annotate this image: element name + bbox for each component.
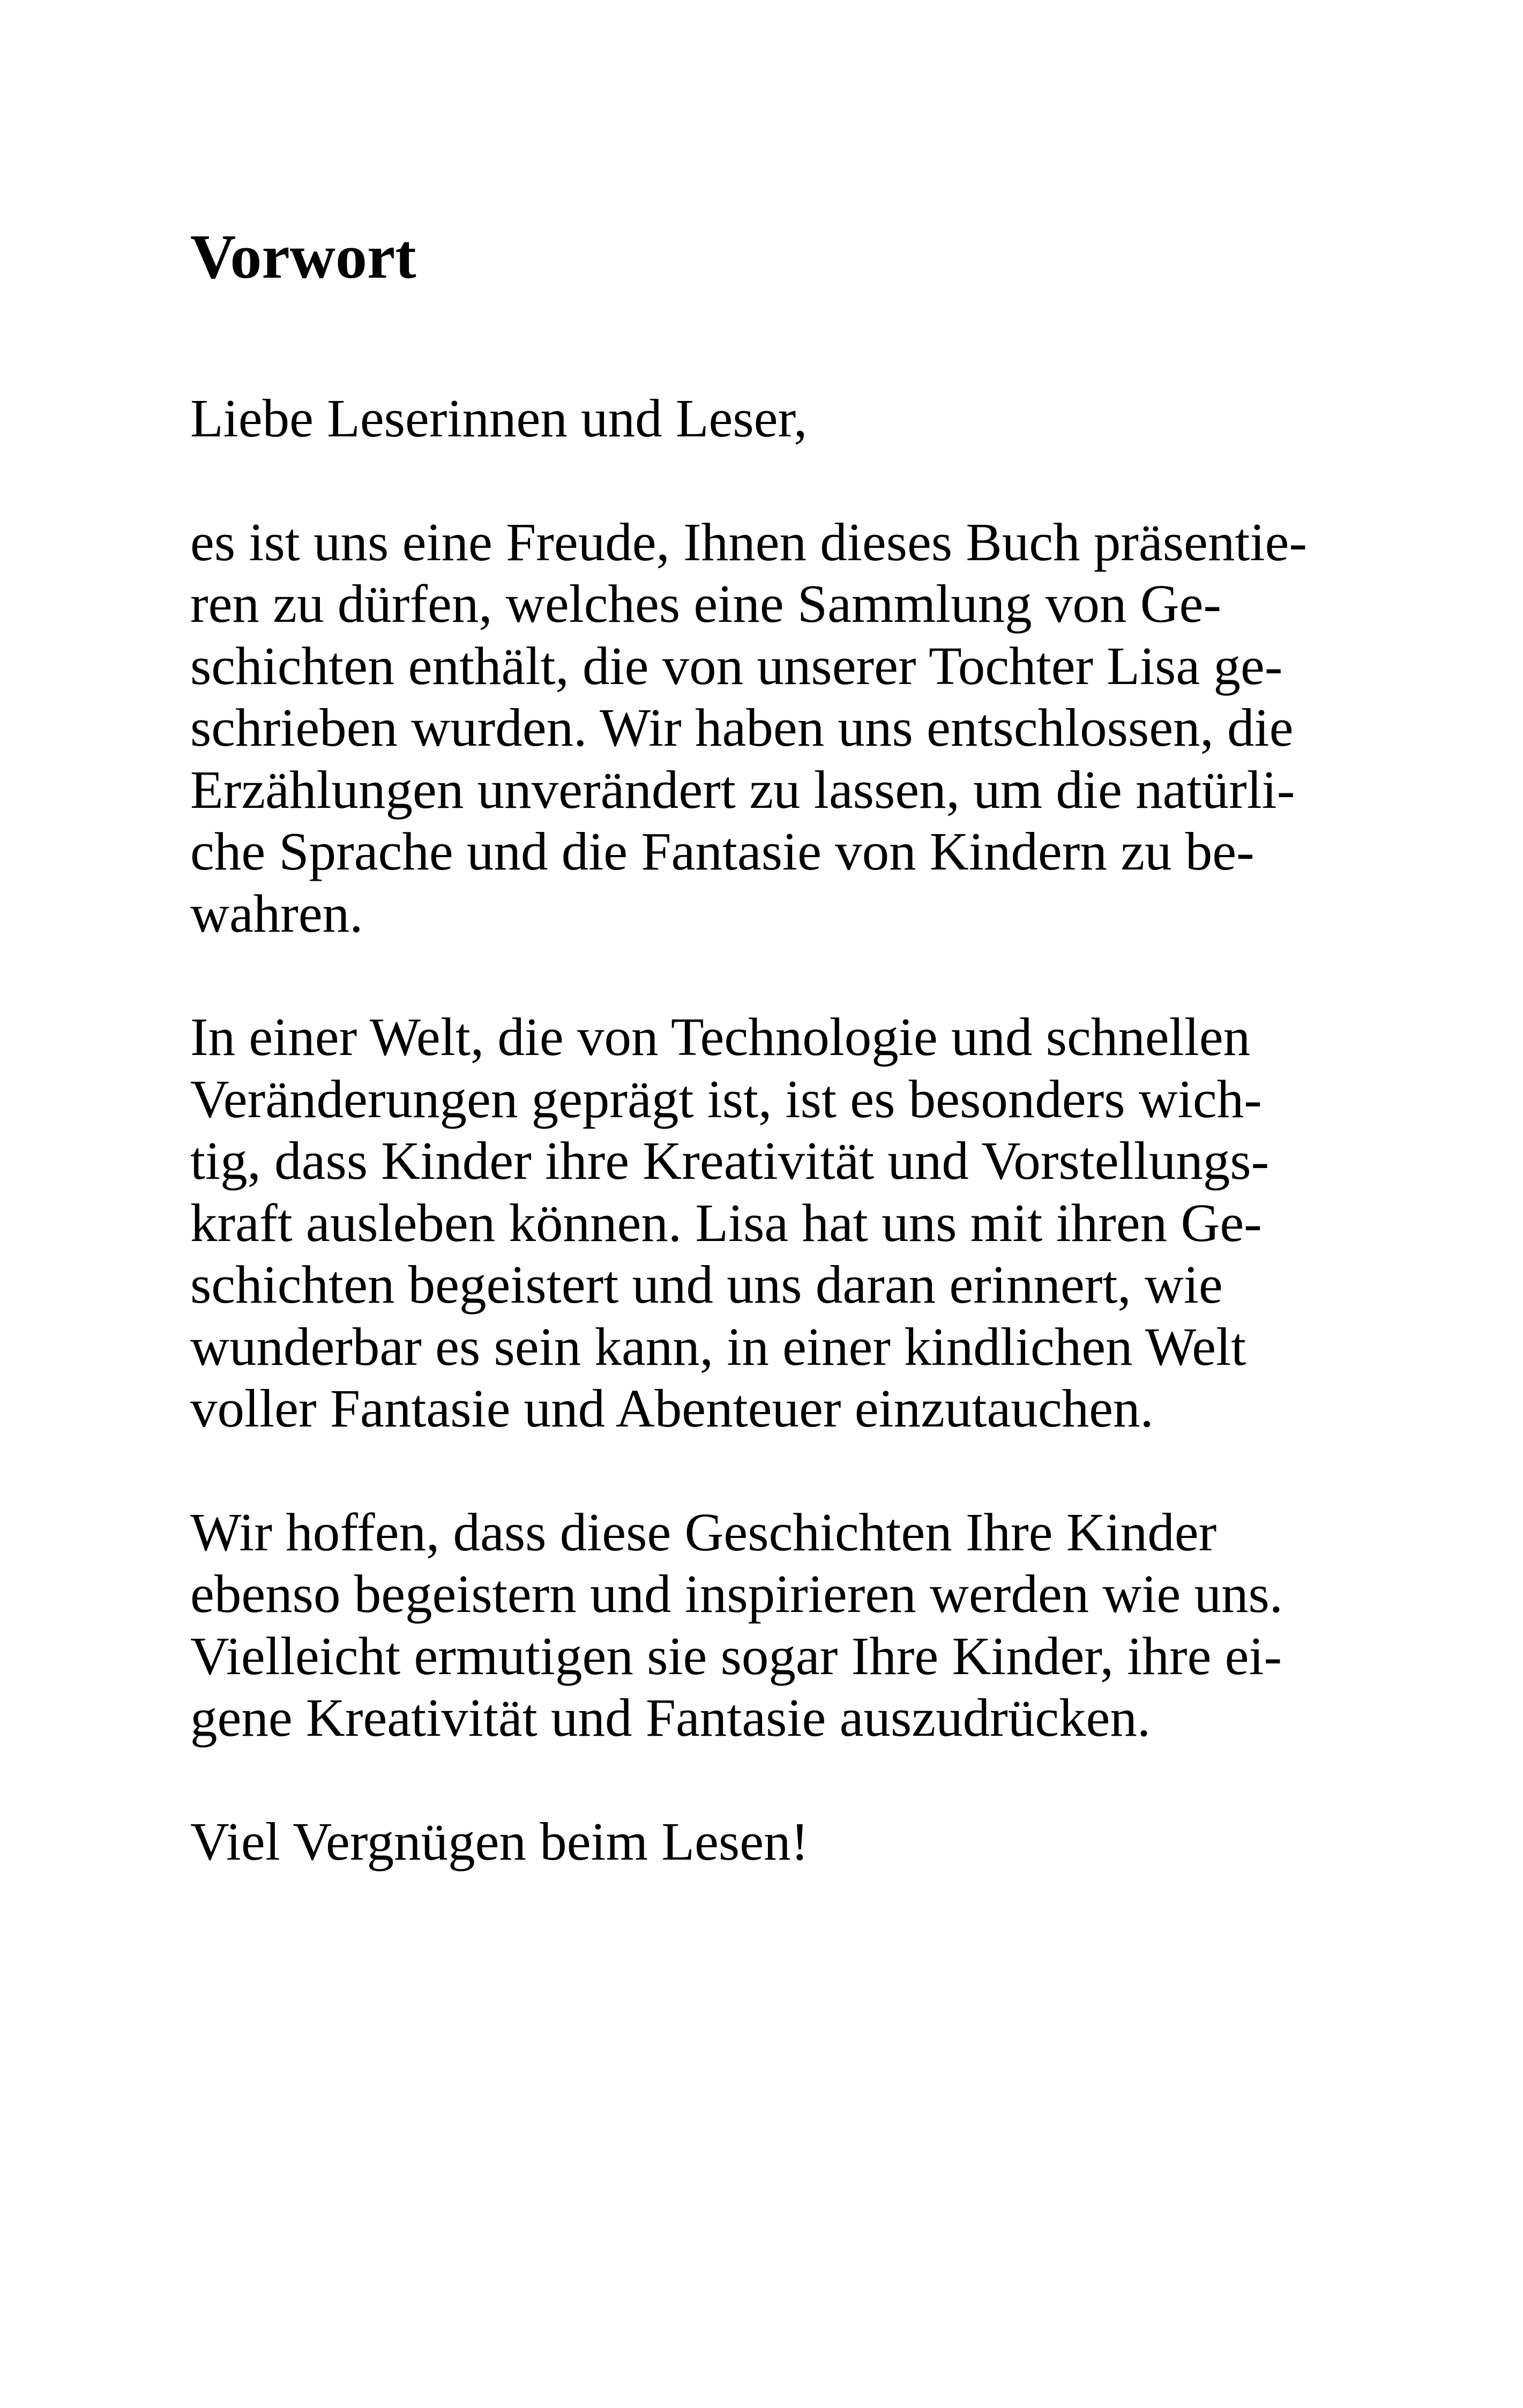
text-line: schichten begeistert und uns daran erinnert, wie <box>190 1254 1223 1314</box>
text-line: schrieben wurden. Wir haben uns entschlossen, die <box>190 697 1294 757</box>
salutation-paragraph <box>190 388 1342 450</box>
page-title: Vorwort <box>190 221 416 292</box>
text-line: kraft ausleben können. Lisa hat uns mit ihren Ge- <box>190 1192 1262 1253</box>
text-line: schichten enthält, die von unserer Tochter Lisa ge- <box>190 635 1283 696</box>
text-line: Erzählungen unverändert zu lassen, um die natürli- <box>190 759 1295 820</box>
text-line: Liebe Leserinnen und Leser, <box>190 388 808 448</box>
text-line: tig, dass Kinder ihre Kreativität und Vorstellungs- <box>190 1131 1270 1191</box>
text-line: In einer Welt, die von Technologie und schnellen <box>190 1007 1251 1067</box>
text-line: voller Fantasie und Abenteuer einzutauchen. <box>190 1378 1154 1438</box>
text-line: gene Kreativität und Fantasie auszudrücken. <box>190 1688 1151 1748</box>
body-paragraph <box>190 1006 1342 1440</box>
text-line: wahren. <box>190 883 363 943</box>
body-paragraph <box>190 1502 1342 1749</box>
text-line: Viel Vergnügen beim Lesen! <box>190 1811 809 1871</box>
text-line: che Sprache und die Fantasie von Kindern zu be- <box>190 821 1255 881</box>
text-line: Wir hoffen, dass diese Geschichten Ihre Kinder <box>190 1502 1217 1562</box>
closing-paragraph <box>190 1811 1342 1873</box>
text-line: wunderbar es sein kann, in einer kindlichen Welt <box>190 1316 1246 1377</box>
text-line: Veränderungen geprägt ist, ist es besonders wich- <box>190 1068 1262 1129</box>
text-line: ebenso begeistern und inspirieren werden wie uns. <box>190 1564 1283 1624</box>
body-paragraph <box>190 511 1342 945</box>
text-line: ren zu dürfen, welches eine Sammlung von Ge- <box>190 574 1221 634</box>
text-line: es ist uns eine Freude, Ihnen dieses Buch präsentie- <box>190 511 1307 572</box>
text-line: Vielleicht ermutigen sie sogar Ihre Kinder, ihre ei- <box>190 1625 1282 1686</box>
page-content <box>190 221 1342 1934</box>
